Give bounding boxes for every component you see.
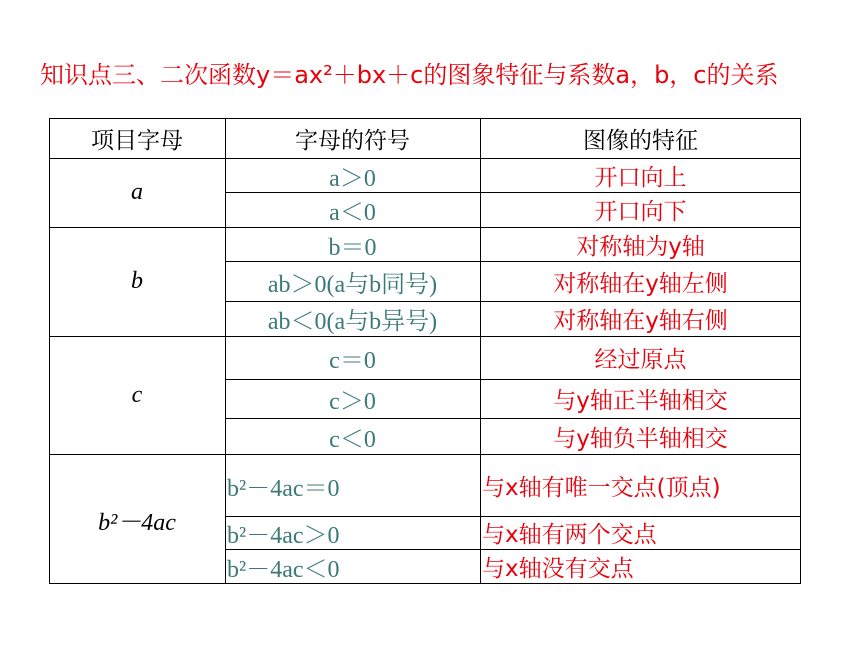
section-title: 知识点三、二次函数y＝ax²＋bx＋c的图象特征与系数a，b，c的关系 (40, 61, 779, 89)
feature-c-zero: 经过原点 (594, 347, 687, 373)
grid-hline-row (225, 549, 801, 550)
feature-b-zero: 对称轴为y轴 (576, 233, 705, 260)
sign-discriminant-positive: b²－4ac＞0 (227, 523, 340, 549)
sign-a-positive: a＞0 (329, 165, 376, 192)
feature-c-positive: 与y轴正半轴相交 (553, 388, 728, 414)
feature-discriminant-positive: 与x轴有两个交点 (482, 522, 657, 548)
sign-discriminant-negative: b²－4ac＜0 (227, 557, 340, 583)
sign-c-negative: c＜0 (329, 426, 376, 453)
grid-vline-1 (225, 118, 226, 584)
grid-hline-row (225, 418, 801, 419)
sign-discriminant-zero: b²－4ac＝0 (227, 475, 340, 502)
feature-c-negative: 与y轴负半轴相交 (553, 425, 728, 452)
group-letter-a: a (131, 179, 143, 205)
feature-a-negative: 开口向下 (594, 199, 687, 225)
feature-a-positive: 开口向上 (594, 164, 687, 191)
grid-hline-group-c (49, 336, 801, 337)
feature-ab-positive: 对称轴在y轴左侧 (553, 270, 728, 297)
sign-b-zero: b＝0 (328, 234, 377, 261)
grid-vline-2 (480, 118, 481, 584)
sign-c-zero: c＝0 (329, 348, 376, 374)
group-letter-discriminant: b²－4ac (98, 509, 176, 536)
header-sign: 字母的符号 (295, 127, 410, 154)
feature-discriminant-negative: 与x轴没有交点 (482, 556, 634, 582)
grid-hline-row (225, 516, 801, 517)
sign-ab-negative: ab＜0(a与b异号) (267, 309, 438, 335)
grid-hline-row (225, 379, 801, 380)
grid-hline-group-d (49, 454, 801, 455)
feature-discriminant-zero: 与x轴有唯一交点(顶点) (482, 474, 721, 501)
grid-hline-row (225, 192, 801, 193)
grid-hline-row (225, 261, 801, 262)
sign-ab-positive: ab＞0(a与b同号) (267, 271, 438, 298)
sign-c-positive: c＞0 (329, 389, 376, 415)
header-letter: 项目字母 (91, 127, 183, 154)
grid-hline-header (49, 158, 801, 159)
grid-hline-row (225, 301, 801, 302)
sign-a-negative: a＜0 (329, 200, 376, 226)
group-letter-c: c (131, 381, 143, 408)
header-feature: 图像的特征 (583, 127, 698, 154)
feature-ab-negative: 对称轴在y轴右侧 (553, 308, 728, 334)
grid-hline-group-b (49, 227, 801, 228)
group-letter-b: b (131, 268, 143, 294)
